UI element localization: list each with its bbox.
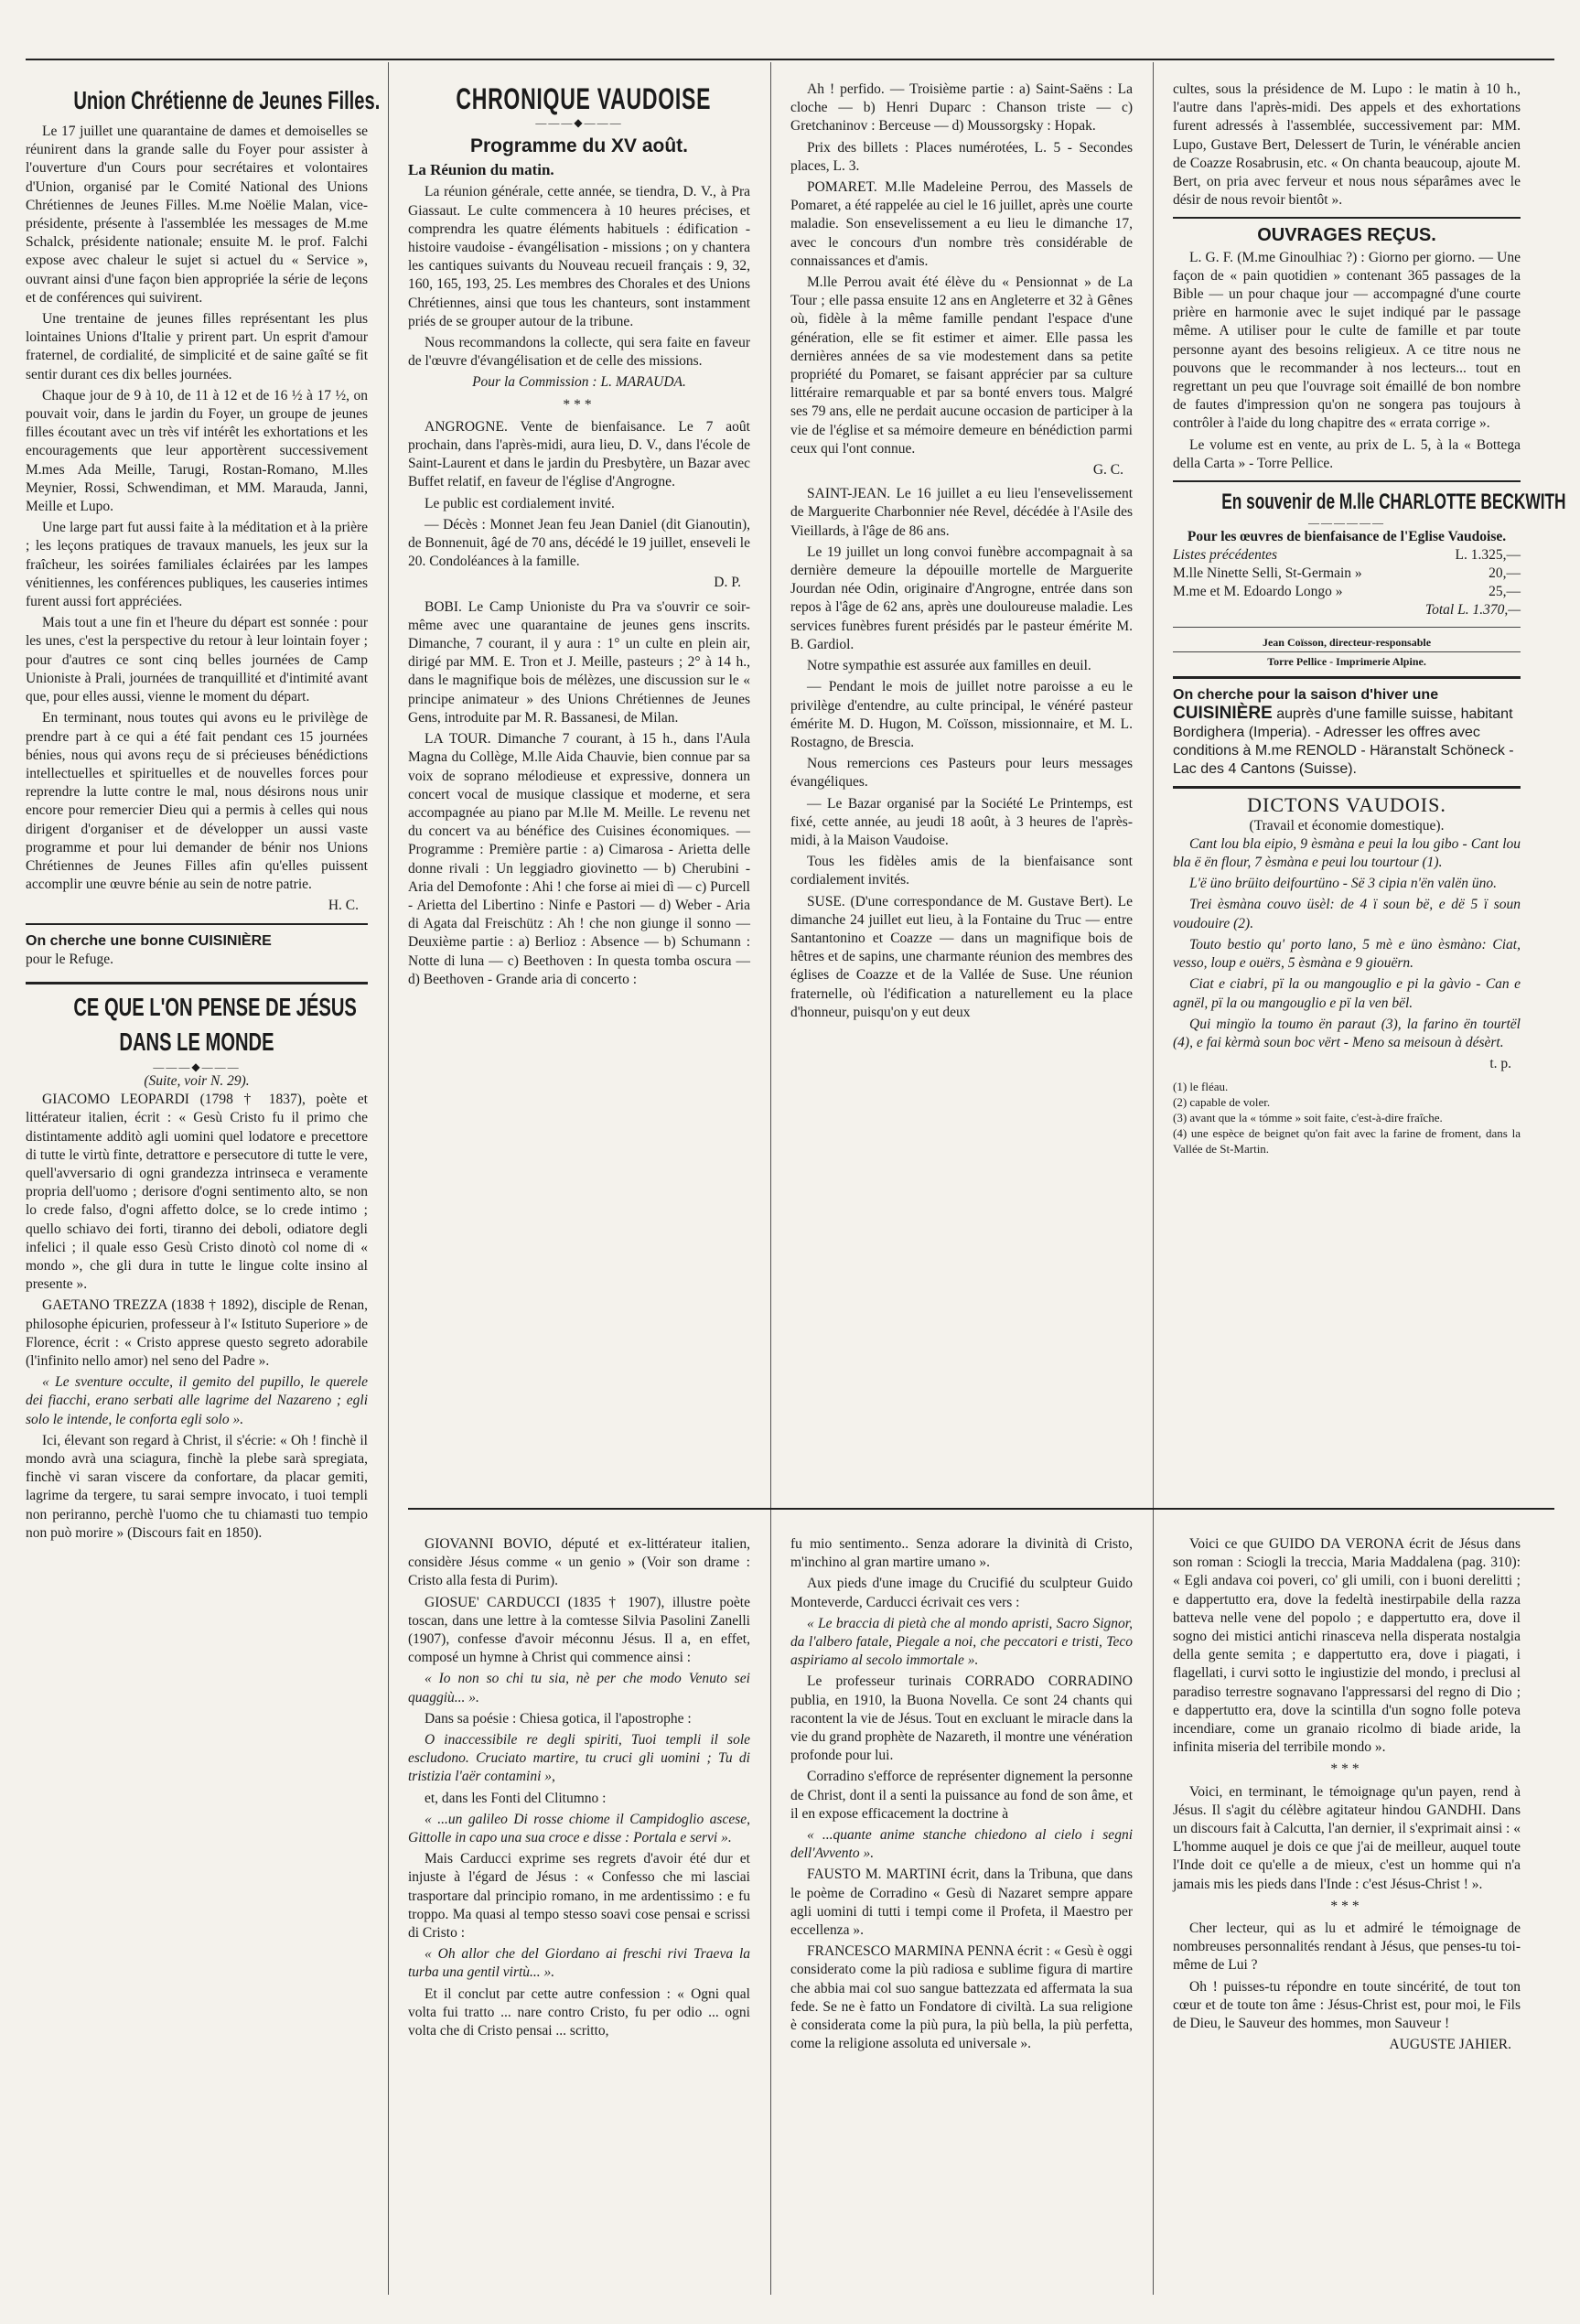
donation-list — [1173, 546, 1521, 601]
lower-paragraph: Voici ce que GUIDO DA VERONA écrit de Jésus dans son roman : Sciogli la treccia, Maria Maddalena (pag. 310): « Egli andava coi poveri, co' gli umili, con i buoni derelitti ; e dappertutto era, dove la fedeltà inestirpabile della razza batteva nelle vene del popolo ; e dappertutto era, dove il sogno dei mistici antichi rinasceva nella disperata nostalgia della gente semita ; e dappertutto era, dove i piagati, i flagellati, i curvi sotto le ingiustizie del mondo, i preclusi al paradiso terrestre sognavano l'appressarsi del regno di Dio ; e dappertutto era, dove la scintilla d'un sogno folle poteva incendiare, come un granaio ricolmo di biade aride, la infinita miseria del terribile mondo ». — [1173, 1536, 1521, 1756]
ad-prefix: On cherche pour la saison d'hiver une — [1173, 687, 1439, 704]
stars-separator: *** — [1330, 1761, 1363, 1778]
dicton-item: Qui mingïo la toumo ën paraut (3), la farino ën tourtël (4), e fai kèrmà soun boc vërt - Meno sa meisoun à désèrt. — [1173, 1016, 1521, 1050]
ouvrages-paragraph: L. G. F. (M.me Ginoulhiac ?) : Giorno per giorno. — Une façon de « pain quotidien » contenant 365 passages de la Bible — un pour chaque jour — accompagné d'une courte prière en harmonie avec le sujet indiqué par le passage même. A utiliser pour le culte de famille et par toute personne ayant des besoins religieux. A ce titre nous ne pouvons que le recommander à nos lecteurs... tout en regrettant un peu que l'ouvrage soit émaillé de bon nombre de fautes d'impression qu'on ne songera pas toujours à contrôler à l'aide du long chapitre des « errata corrige ». — [1173, 249, 1521, 432]
ouvrages-price: Le volume est en vente, au prix de L. 5, à la « Bottega della Carta » - Torre Pellice. — [1173, 436, 1521, 471]
reunion-subtitle: La Réunion du matin. — [408, 161, 554, 179]
quote: « Le braccia di pietà che al mondo apristi, Sacro Signor, da l'albero fatale, Piegale a noi, che peccatori e tristi, Teco aspiriamo al secolo immortale ». — [790, 1615, 1133, 1669]
dicton-item: Touto bestio qu' porto lano, 5 mè e üno èsmàno: Ciat, vesso, loup e ouërs, 5 èsmàna e 9 giouërn. — [1173, 936, 1521, 972]
lower-paragraph: FRANCESCO MARMINA PENNA écrit : « Gesù è oggi considerato come la più radiosa e sublime figura di martire che abbia mai col suo sangue battezzata ed affermata la sua fede. Se ne è fatto un Fondatore di civiltà. La sua religione è considerata come la più pura, la più bella, la più perfetta, come la religione assoluta ed universale ». — [790, 1943, 1133, 2052]
chronique-title: CHRONIQUE VAUDOISE — [456, 82, 712, 115]
refuge-ad-suffix: pour le Refuge. — [26, 951, 113, 967]
ornament: ———◆——— — [535, 116, 623, 129]
lower-paragraph: Cher lecteur, qui as lu et admiré le témoignage de nombreuses personnalités rendant à Jésus, que penses-tu toi-même de Lui ? — [1173, 1921, 1521, 1974]
lower-column-2 — [408, 1535, 750, 2286]
refuge-ad — [26, 932, 368, 969]
souvenir-title: En souvenir de M.lle CHARLOTTE BECKWITH — [1221, 490, 1566, 515]
column-divider — [1153, 62, 1154, 2295]
donation-amount: L. 1.325,— — [1455, 547, 1521, 564]
quote: « Io non so chi tu sia, nè per che modo Venuto sei quaggiù... ». — [408, 1671, 750, 1705]
quote: O inaccessibile re degli spiriti, Tuoi templi il sole escludono. Cruciato martire, tu cruci gli uomini ; Tu di tristizia l'aër contamini », — [408, 1732, 750, 1785]
donation-total: Total L. 1.370,— — [1424, 602, 1521, 619]
suse-continuation: cultes, sous la présidence de M. Lupo : le matin à 10 h., l'autre dans l'après-midi. Des appels et des exhortations furent adressés à l'assemblée, successivement par: MM. Lupo, Gustave Bert, Delessert de Turin, le vénérable ancien de Coazze Rosabrusin, etc. « On chanta beaucoup, ajoute M. Bert, on pria avec ferveur et nous nous séparâmes avec le désir de nous revoir bientôt ». — [1173, 81, 1521, 209]
commission-signature: Pour la Commission : L. MARAUDA. — [472, 374, 686, 391]
union-paragraph: En terminant, nous toutes qui avons eu le privilège de prendre part à ce qui a été fait pendant ces 15 journées bénies, nous qui avons reçu de si précieuses bénédictions intellectuelles et spirituelles et de nouvelles forces pour reprendre la lutte contre le mal, nous désirons nous unir encore pour remercier Dieu qui a permis à celles qui nous dirigent d'organiser et de développer un aussi vaste programme et pour lui demander de bénir nos Unions Chrétiennes de Jeunes Filles afin qu'elles puissent accomplir une œuvre bénie au sein de notre patrie. — [26, 710, 368, 893]
chronique-paragraph: Nous recommandons la collecte, qui sera faite en faveur de l'œuvre d'évangélisation et de celle des missions. — [408, 335, 750, 370]
col3-paragraph: Ah ! perfido. — Troisième partie : a) Saint-Saëns : La cloche — b) Henri Duparc : Chanson triste — c) Gretchaninov : Berceuse — d) Moussorgsky : Hopak. — [790, 81, 1133, 134]
dicton-item: Trei èsmàna couvo üsèl: de 4 ï soun bë, e dë 5 ï soun voudouire (2). — [1173, 897, 1521, 931]
lower-paragraph: et, dans les Fonti del Clitumno : — [425, 1790, 607, 1806]
quepense-subtitle: (Suite, voir N. 29). — [144, 1072, 250, 1089]
donation-amount: 25,— — [1489, 584, 1521, 600]
printer-line: Torre Pellice - Imprimerie Alpine. — [1267, 655, 1426, 669]
ad-text: auprès d'une famille suisse, habitant Bordighera (Imperia). - Adresser les offres avec conditions à M.me RENOLD - Häranstalt Schöneck - Lac des 4 Cantons (Suisse). — [1173, 706, 1514, 778]
quepense-paragraph: GIACOMO LEOPARDI (1798 † 1837), poète et littérateur italien, écrit : « Gesù Cristo fu il primo che distintamente additò agli uomini quel lodatore e precettore di tutte le virtù finte, detrattore e persecutore di tutte le vere, quell'avversario di ogni grandezza intrinseca e veramente propria dell'uomo ; derisore d'ogni sentimento alto, se non lo crede falso, d'ogni affetto dolce, se lo crede intimo ; quello schiavo dei forti, tiranno dei deboli, odiatore degli infelici ; il quale esso Gesù Cristo dinotò col nome di « mondo », che gli dura in tutte le lingue colte insino al presente ». — [26, 1092, 368, 1293]
list-item — [1173, 583, 1521, 601]
dicton-item: Ciat e ciabri, pï la ou mangouglio e pi la gàvio - Can e agnël, pï la ou mangouglio e pï la ven bël. — [1173, 976, 1521, 1011]
stjean-paragraph: — Pendant le mois de juillet notre paroisse a eu le privilège d'entendre, au culte principal, le vénéré pasteur émérite M. D. Hugon, M. Coïsson, missionnaire, et M. L. Rostagno, de Brescia. — [790, 679, 1133, 750]
union-paragraph: Le 17 juillet une quarantaine de dames et demoiselles se réunirent dans la grande salle du Foyer pour assister à l'ouverture d'un Cours pour secrétaires et volontaires d'Union, organisé par le Comité National des Unions Chrétiennes de Jeunes Filles. M.me Noëlie Malan, vice-présidente, présente à l'assemblée les messages de M.me Schalck, présidente nationale; ensuite M. le prof. Falchi expose avec chaleur le sujet si actuel du « Service », ouvrant ainsi d'une façon bien appropriée la série de leçons et de conférences qui suivirent. — [26, 124, 368, 306]
lower-paragraph: Aux pieds d'une image du Crucifié du sculpteur Guido Monteverde, Carducci écrivait ces vers : — [790, 1576, 1133, 1610]
footnote: (4) une espèce de beignet qu'on fait avec la farine de froment, dans la Vallée de St-Martin. — [1173, 1126, 1521, 1157]
angrogne-paragraph: ANGROGNE. Vente de bienfaisance. Le 7 août prochain, dans l'après-midi, aura lieu, D. V., dans l'école de Saint-Laurent et dans le jardin du Presbytère, un Bazar avec Buffet relatif, en faveur de l'église d'Angrogne. — [408, 418, 750, 490]
deces-signature: D. P. — [714, 575, 741, 591]
program-title: Programme du XV août. — [469, 135, 689, 156]
stars-separator: *** — [1330, 1898, 1363, 1914]
pomaret-signature: G. C. — [1092, 462, 1123, 479]
donor-name: Listes précédentes — [1173, 547, 1278, 564]
union-paragraph: Chaque jour de 9 à 10, de 11 à 12 et de 16 ½ à 17 ½, on pouvait voir, dans le jardin du Foyer, un groupe de jeunes filles écoutant avec un très vif intérêt les exhortations et les encouragements que leur apportèrent successivement M.mes Ada Meille, Tarugi, Rostan-Romano, M.lles Meynier, Rossi, Schwendiman, et MM. Marauda, Janni, Meille et Lupo. — [26, 387, 368, 515]
lower-paragraph: Dans sa poésie : Chiesa gotica, il l'apostrophe : — [425, 1710, 692, 1727]
lower-paragraph: Corradino s'efforce de représenter dignement la personne de Christ, dont il a senti la puissance au fond de son âme, et il en expose efficacement la doctrine à — [790, 1769, 1133, 1822]
refuge-ad-prefix: On cherche une bonne — [26, 932, 185, 949]
column-3 — [790, 81, 1133, 1508]
deces-paragraph: — Décès : Monnet Jean feu Jean Daniel (dit Gianoutin), de Bonnenuit, âgé de 70 ans, décédé le 19 juillet, enseveli le 20. Condoléances à la famille. — [408, 516, 750, 570]
top-rule — [26, 59, 1554, 60]
dictons-subtitle: (Travail et économie domestique). — [1249, 817, 1445, 834]
stjean-paragraph: Nous remercions ces Pasteurs pour leurs messages évangéliques. — [790, 756, 1133, 791]
union-title: Union Chrétienne de Jeunes Filles. — [73, 86, 381, 114]
divider — [1173, 217, 1521, 219]
dicton-item: L'ë üno brüito deifourtüno - Së 3 cipia n'ën valën üno. — [1189, 876, 1497, 892]
chronique-paragraph: La réunion générale, cette année, se tiendra, D. V., à Pra Giassaut. Le culte commencera à 10 heures précises, et comprendra les quatre éléments habituels : édification - histoire vaudoise - évangélisation - missions ; on y chantera les cantiques suivants du Nouveau recueil français : 9, 32, 160, 165, 193, 25. Les membres des Chorales et des Unions Chrétiennes, ainsi que tous les chanteurs, sont instamment priés de se grouper autour de la tribune. — [408, 184, 750, 329]
divider — [1173, 627, 1521, 628]
stjean-paragraph: Notre sympathie est assurée aux familles en deuil. — [807, 658, 1091, 674]
divider — [1173, 651, 1521, 652]
author-signature: AUGUSTE JAHIER. — [1389, 2037, 1511, 2053]
newspaper-page — [26, 44, 1566, 2295]
list-item — [1173, 546, 1521, 565]
column-4 — [1173, 81, 1566, 1508]
divider — [1173, 786, 1521, 789]
union-paragraph: Mais tout a une fin et l'heure du départ est sonnée : pour les unes, c'est la perspective du retour à leur lointain foyer ; pour d'autres ce sont cinq belles journées de Camp Unioniste à Prali, journées de tranquillité et d'intimité avant que, pour elles aussi, vienne le moment du départ. — [26, 615, 368, 705]
column-2 — [408, 81, 750, 1508]
lower-paragraph: FAUSTO M. MARTINI écrit, dans la Tribuna, que dans le poème de Corradino « Gesù di Nazaret sempre appare agli uomini di tutti i tempi come il Profeta, il Maestro per eccellenza ». — [790, 1867, 1133, 1939]
quepense-paragraph: Ici, élevant son regard à Christ, il s'écrie: « Oh ! finchè il mondo avrà una sciagura, finchè la plebe sarà spregiata, finchè vi saran viscere da confortare, da placar gemiti, lagrime da tergere, tu sarai sempre invocato, i tuoi templi non periranno, perchè l'uomo che tu chiamasti tuo tempio non può morire » (Discours fait en 1850). — [26, 1432, 368, 1541]
union-signature: H. C. — [328, 898, 359, 914]
suse-paragraph: SUSE. (D'une correspondance de M. Gustave Bert). Le dimanche 24 juillet eut lieu, à la Fontaine du Truc — entre Santantonino et Coazze — dans un magnifique bois de hêtres et de sapins, une charmante réunion des membres des églises de Coazze et de la Vallée de Suse. Une réunion fraternelle, où l'édification a naturellement eu la place d'honneur, puisqu'on y eut deux — [790, 893, 1133, 1020]
bobi-paragraph: BOBI. Le Camp Unioniste du Pra va s'ouvrir ce soir-même avec une quarantaine de jeunes gens inscrits. Dimanche, 7 courant, il y aura : 1° un culte en plein air, dirigé par MM. E. Tron et J. Meille, pasteurs ; 2° à 14 h., dans le magnifique bois de mélèzes, une discussion sur le « principe animateur » des Unions Chrétiennes de Jeunes Gens, introduite par M. R. Bassanesi, de Milan. — [408, 598, 750, 726]
stjean-paragraph: — Le Bazar organisé par la Société Le Printemps, est fixé, cette année, au jeudi 18 août, à 3 heures de l'après-midi, à la Maison Vaudoise. — [790, 795, 1133, 848]
footnote: (3) avant que la « tómme » soit faite, c'est-à-dire fraîche. — [1173, 1111, 1443, 1125]
lower-paragraph: fu mio sentimento.. Senza adorare la divinità di Cristo, m'inchino al gran martire umano ». — [790, 1536, 1133, 1571]
section-rule — [408, 1508, 1554, 1510]
donor-name: M.me et M. Edoardo Longo » — [1173, 584, 1343, 600]
quote: « ...un galileo Di rosse chiome il Campidoglio ascese, Gittolle in capo una sua croce e disse : Portala e servi ». — [408, 1811, 750, 1846]
pomaret-paragraph: POMARET. M.lle Madeleine Perrou, des Massels de Pomaret, a été rappelée au ciel le 16 juillet, après une courte maladie. Son ensevelissement a eu lieu le dimanche 17, avec le concours d'un nombre très considérable de connaissances et d'amis. — [790, 179, 1133, 269]
souvenir-subtitle: Pour les œuvres de bienfaisance de l'Eglise Vaudoise. — [1187, 529, 1507, 545]
divider — [1173, 480, 1521, 482]
divider — [26, 923, 368, 925]
lower-paragraph: Et il conclut par cette autre confession : « Ogni qual volta fui tratto ... nare contro Cristo, fu per odio ... ogni volta che di Cristo pensai ... scritto, — [408, 1985, 750, 2039]
list-item — [1173, 565, 1521, 583]
column-divider — [388, 62, 389, 2295]
union-paragraph: Une trentaine de jeunes filles représentant les plus lointaines Unions d'Italie y prirent part. Un esprit d'amour fraternel, de cordialité, de simplicité et de saine gaîté se fit sentir durant ces dix belles journées. — [26, 311, 368, 382]
stjean-paragraph: SAINT-JEAN. Le 16 juillet a eu lieu l'ensevelissement de Marguerite Charbonnier née Revel, décédée à l'Asile des Vieillards, à l'âge de 86 ans. — [790, 486, 1133, 539]
dictons-signature: t. p. — [1489, 1056, 1511, 1072]
lower-paragraph: GIOVANNI BOVIO, député et ex-littérateur italien, considère Jésus comme « un genio » (Voir son drame : Cristo alla festa di Purim). — [408, 1536, 750, 1589]
director-line: Jean Coïsson, directeur-responsable — [1262, 636, 1432, 650]
column-divider — [770, 62, 771, 2295]
column-1 — [26, 81, 381, 1541]
ornament: ———◆——— — [153, 1060, 241, 1073]
stjean-paragraph: Le 19 juillet un long convoi funèbre accompagnait à sa dernière demeure la dépouille mortelle de Marguerite Jourdan née Odin, originaire d'Angrogne, entrée dans son repos à l'âge de 62 ans, après une douloureuse maladie. Les services funèbres furent présidés par le pasteur émérite M. B. Gardiol. — [790, 543, 1133, 652]
public-paragraph: Le public est cordialement invité. — [425, 495, 615, 511]
dictons-title: DICTONS VAUDOIS. — [1247, 793, 1446, 817]
quote: « ...quante anime stanche chiedono al cielo i segni dell'Avvento ». — [790, 1827, 1133, 1862]
lower-column-4 — [1173, 1535, 1521, 2286]
ouvrages-title: OUVRAGES REÇUS. — [1257, 225, 1436, 246]
ornament: —————— — [1308, 516, 1385, 530]
donation-amount: 20,— — [1489, 565, 1521, 582]
quepense-title-2: DANS LE MONDE — [119, 1027, 274, 1056]
lower-paragraph: GIOSUE' CARDUCCI (1835 † 1907), illustre poète toscan, dans une lettre à la comtesse Silvia Pasolini Zanelli (1907), confesse d'avoir méconnu Jésus. Il a, en effet, composé un hymne à Christ qui commence ainsi : — [408, 1594, 750, 1666]
donor-name: M.lle Ninette Selli, St-Germain » — [1173, 565, 1362, 582]
divider — [1173, 676, 1521, 679]
col3-paragraph: Prix des billets : Places numérotées, L. 5 - Secondes places, L. 3. — [790, 139, 1133, 174]
footnote: (2) capable de voler. — [1173, 1095, 1271, 1110]
cuisiniere-ad — [1173, 686, 1521, 779]
stjean-paragraph: Tous les fidèles amis de la bienfaisance sont cordialement invités. — [790, 854, 1133, 888]
dicton-item: Cant lou bla eipio, 9 èsmàna e peui la lou gibo - Cant lou bla ë ën flour, 7 èsmàna e peui lou tourtour (1). — [1173, 835, 1521, 871]
latour-paragraph: LA TOUR. Dimanche 7 courant, à 15 h., dans l'Aula Magna du Collège, M.lle Aida Chauvie, bien connue par sa voix de soprano mélodieuse et expressive, donnera un concert vocal de musique classique et moderne, et sera accompagnée au piano par M.lle M. Meille. Le revenu net du concert va au bénéfice des Cuisines économiques. — Programme : Première partie : a) Cimarosa - Arietta delle donne rivali : Un leggiadro giovinetto — b) Cherubini - Aria del Demofonte : Ahi ! che forse ai miei dì — c) Purcell - Arietta del Libertino : Ninfe e Pastori — d) Weber - Aria di Agata dal Freischütz : Ah ! che non giunge il sonno — Deuxième partie : a) Berlioz : Absence — b) Schumann : Notte di luna — c) Beethoven : In questa tomba oscura — d) Beethoven - Grande aria di concerto : — [408, 731, 750, 987]
lower-paragraph: Mais Carducci exprime ses regrets d'avoir été dur et injuste à l'égard de Jésus : « Confesso che mi lasciai trasportare dal principio romano, in me ardentissimo : e fu troppo. Ma quasi al tempo stesso soavi cose pensai e scrissi di Cristo : — [408, 1851, 750, 1942]
union-paragraph: Une large part fut aussi faite à la méditation et à la prière ; les leçons pratiques de travaux manuels, les jeux sur la fraîcheur, les soirées familiales éclairées par les lampes vénitiennes, les conférences publiques, les causeries intimes furent aussi fort appréciées. — [26, 520, 368, 610]
divider — [26, 982, 368, 984]
quepense-title-1: CE QUE L'ON PENSE DE JÉSUS — [73, 992, 357, 1021]
quote: « Oh allor che del Giordano ai freschi rivi Traeva la turba una gentil virtù... ». — [408, 1946, 750, 1981]
lower-paragraph: Oh ! puisses-tu répondre en toute sincérité, de tout ton cœur et de toute ton âme : Jésus-Christ est, pour moi, le Fils de Dieu, le Sauveur des hommes, mon Sauveur ! — [1173, 1978, 1521, 2032]
refuge-ad-keyword: CUISINIÈRE — [188, 932, 272, 949]
quepense-paragraph: « Le sventure occulte, il gemito del pupillo, le querele dei fiacchi, erano serbati alle lagrime del Nazareno ; egli solo le intende, le conforta egli solo ». — [26, 1374, 368, 1427]
stars-separator: *** — [563, 396, 596, 413]
lower-paragraph: Le professeur turinais CORRADO CORRADINO publia, en 1910, la Buona Novella. Ce sont 24 chants qui racontent la vie de Jésus. Tout en excluant le miracle dans la vie du grand prophète de Nazareth, il montre une vénération profonde pour lui. — [790, 1673, 1133, 1764]
ad-keyword: CUISINIÈRE — [1173, 704, 1273, 724]
lower-column-3 — [790, 1535, 1133, 2286]
pomaret-paragraph: M.lle Perrou avait été élève du « Pensionnat » de La Tour ; elle passa ensuite 12 ans en Angleterre et 32 à Gênes où, fidèle à la même famille pendant l'espace d'une génération, elle se fit estimer et aimer. Elle passa les dernières années de sa vie modestement dans sa petite propriété du Pomaret, se faisant apprécier par sa culture littéraire remarquable et par sa bonté envers tous. Malgré ses 79 ans, elle ne perdait aucune occasion de participer à la vie de l'église et sa mémoire demeure en bénédiction parmi ceux qui l'ont connue. — [790, 274, 1133, 457]
quepense-paragraph: GAETANO TREZZA (1838 † 1892), disciple de Renan, philosophe épicurien, professeur à l'« Istituto Superiore » de Florence, écrit : « Cristo apprese questo segreto adorabile (l'infinito nello amor) nel seno del Padre ». — [26, 1297, 368, 1369]
lower-paragraph: Voici, en terminant, le témoignage qu'un payen, rend à Jésus. Il s'agit du célèbre agitateur hindou GANDHI. Dans un discours fait à Calcutta, l'an dernier, il s'exprimait ainsi : « L'homme auquel je dois ce que j'ai de meilleur, auquel toute l'Inde doit ce qu'elle a de mieux, c'est un homme qui n'a jamais mis les pieds dans l'Inde : c'est Jésus-Christ ! ». — [1173, 1783, 1521, 1892]
footnote: (1) le fléau. — [1173, 1080, 1229, 1094]
